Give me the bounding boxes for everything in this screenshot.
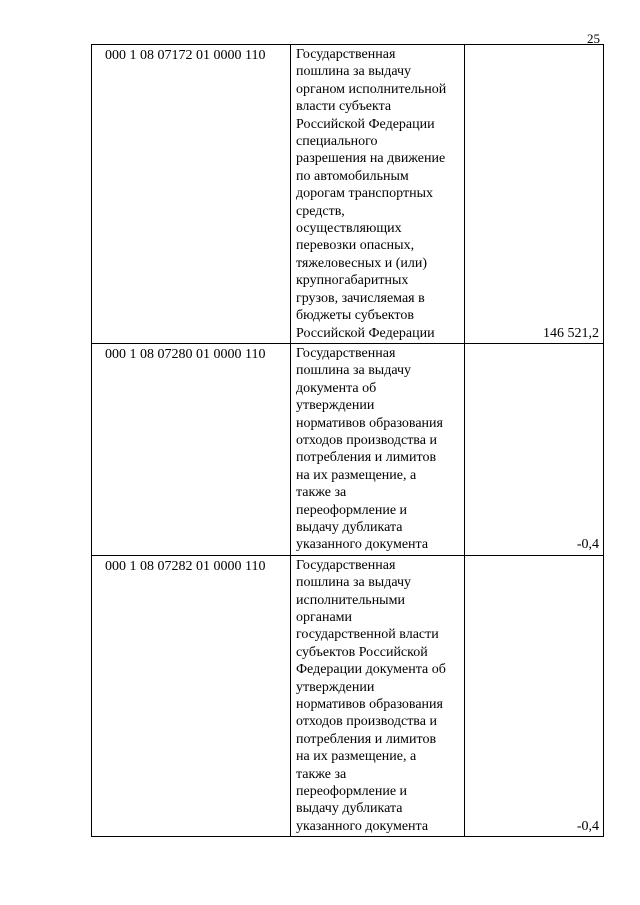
revenue-name-line: дорогам транспортных [296, 186, 433, 202]
revenue-name-line: потребления и лимитов [296, 731, 437, 747]
budget-code-cell: 000 1 08 07282 01 0000 110 [92, 555, 291, 837]
revenue-name-line: бюджеты субъектов [296, 308, 414, 324]
revenue-name-cell [291, 45, 465, 344]
revenue-name-line: Российской Федерации [296, 116, 435, 132]
revenue-name-line: Российской Федерации [296, 325, 435, 341]
revenue-name-line: утверждении [296, 398, 375, 414]
amount-cell: -0,4 [465, 343, 604, 555]
amount-cell: 146 521,2 [465, 45, 604, 344]
revenue-name-line: Государственная [296, 47, 396, 62]
revenue-name-line: средств, [296, 203, 345, 219]
revenue-name-line: Федерации документа об [296, 662, 446, 678]
amount-cell: -0,4 [465, 555, 604, 837]
revenue-name-cell [291, 555, 465, 837]
revenue-name-line: субъектов Российской [296, 644, 428, 660]
revenue-name-line: потребления и лимитов [296, 450, 437, 466]
revenue-name-line: выдачу дубликата [296, 519, 403, 535]
page-number: 25 [587, 31, 600, 46]
revenue-name-line: пошлина за выдачу [296, 575, 412, 591]
revenue-name-line: разрешения на движение [296, 151, 446, 167]
revenue-name-line: перевозки опасных, [296, 238, 415, 254]
revenue-name-line: пошлина за выдачу [296, 64, 412, 80]
revenue-name-line: нормативов образования [296, 697, 443, 713]
revenue-name-line: власти субъекта [296, 99, 392, 115]
revenue-name-line: отходов производства и [296, 714, 437, 730]
revenue-name-cell [291, 343, 465, 555]
revenue-name-line: по автомобильным [296, 168, 409, 184]
revenue-name-line: переоформление и [296, 784, 408, 800]
revenue-name-line: на их размещение, а [296, 467, 417, 483]
revenue-table [91, 44, 604, 837]
revenue-name-line: указанного документа [296, 537, 429, 553]
revenue-name-line: указанного документа [296, 818, 429, 834]
revenue-name-line: тяжеловесных и (или) [296, 255, 428, 271]
revenue-name-line: органом исполнительной [296, 81, 447, 97]
revenue-name-line: крупногабаритных [296, 273, 409, 289]
revenue-name-line: государственной власти [296, 627, 439, 643]
budget-code-cell: 000 1 08 07172 01 0000 110 [92, 45, 291, 344]
revenue-name-line: Государственная [296, 557, 396, 573]
revenue-name-line: выдачу дубликата [296, 801, 403, 817]
revenue-name-line: документа об [296, 380, 377, 396]
revenue-name-line: также за [296, 766, 347, 782]
budget-code-cell: 000 1 08 07280 01 0000 110 [92, 343, 291, 555]
revenue-name-line: исполнительными [296, 592, 405, 608]
table-row [92, 45, 604, 344]
revenue-name-line: на их размещение, а [296, 749, 417, 765]
revenue-name-line: отходов производства и [296, 432, 437, 448]
revenue-name-line: органами [296, 610, 353, 625]
revenue-name-line: пошлина за выдачу [296, 363, 412, 379]
revenue-table-body [92, 45, 604, 837]
revenue-name-line: утверждении [296, 679, 375, 695]
revenue-name-line: нормативов образования [296, 415, 443, 431]
revenue-name-line: специального [296, 134, 378, 150]
table-row [92, 343, 604, 555]
table-row [92, 555, 604, 837]
revenue-name-line: осуществляющих [296, 221, 402, 237]
revenue-name-line: также за [296, 485, 347, 501]
revenue-name-line: Государственная [296, 345, 396, 361]
revenue-name-line: переоформление и [296, 502, 408, 518]
revenue-name-line: грузов, зачисляемая в [296, 290, 425, 306]
